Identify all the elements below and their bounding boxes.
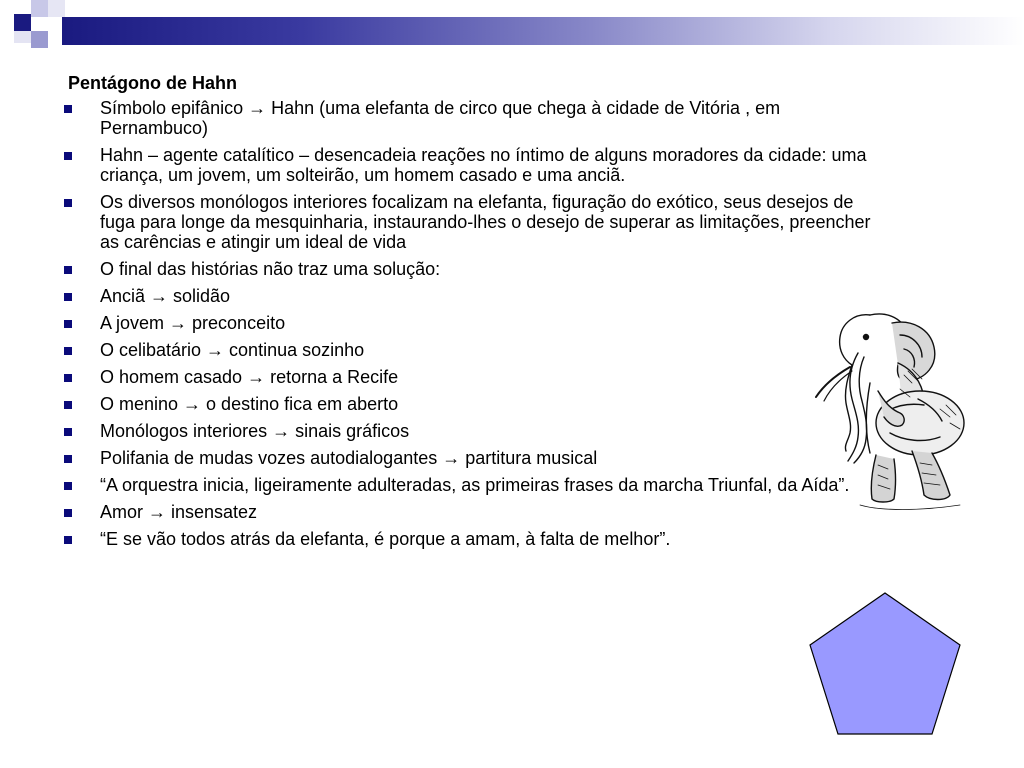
- header-square-decoration: [31, 0, 48, 17]
- bullet-item: [62, 286, 882, 306]
- bullet-text: Amor → insensatez: [100, 502, 258, 522]
- square-bullet-icon: [64, 428, 72, 436]
- square-bullet-icon: [64, 152, 72, 160]
- square-bullet-icon: [64, 509, 72, 517]
- bullet-text: O final das histórias não traz uma solução:: [100, 259, 441, 279]
- bullet-item: [62, 367, 882, 387]
- header-square-decoration: [48, 0, 65, 17]
- bullet-item: [62, 145, 882, 185]
- header-gradient-bar: [62, 17, 1024, 45]
- header-square-decoration: [48, 17, 62, 31]
- square-bullet-icon: [64, 401, 72, 409]
- bullet-item: [62, 475, 882, 495]
- slide-title: Pentágono de Hahn: [68, 73, 238, 93]
- bullet-text: O homem casado → retorna a Recife: [100, 367, 399, 387]
- square-bullet-icon: [64, 105, 72, 113]
- bullet-item: [62, 313, 882, 333]
- bullet-text: “E se vão todos atrás da elefanta, é porque a amam, à falta de melhor”.: [100, 529, 671, 549]
- header-square-decoration: [14, 14, 31, 31]
- bullet-text: “A orquestra inicia, ligeiramente adulteradas, as primeiras frases da marcha Triunfal, da Aída”.: [100, 475, 850, 495]
- bullet-item: [62, 529, 882, 549]
- square-bullet-icon: [64, 199, 72, 207]
- square-bullet-icon: [64, 347, 72, 355]
- bullet-list: [62, 98, 882, 556]
- bullet-text: Os diversos monólogos interiores focalizam na elefanta, figuração do exótico, seus desejos de fuga para longe da mesquinharia, instaurando-lhes o desejo de superar as limitações, preencher as carências e atingir um ideal de vida: [100, 192, 871, 252]
- bullet-text: Hahn – agente catalítico – desencadeia reações no íntimo de alguns moradores da cidade: uma criança, um jovem, um solteirão, um homem casado e uma anciã.: [100, 145, 867, 185]
- bullet-item: [62, 98, 882, 138]
- bullet-text: Polifania de mudas vozes autodialogantes → partitura musical: [100, 448, 598, 468]
- bullet-item: [62, 340, 882, 360]
- bullet-item: [62, 421, 882, 441]
- square-bullet-icon: [64, 374, 72, 382]
- header-square-decoration: [14, 31, 31, 43]
- bullet-item: [62, 259, 882, 279]
- pentagon-shape-icon: [805, 590, 965, 738]
- elephant-illustration-icon: [800, 305, 980, 515]
- bullet-item: [62, 192, 882, 252]
- square-bullet-icon: [64, 536, 72, 544]
- bullet-item: [62, 448, 882, 468]
- square-bullet-icon: [64, 320, 72, 328]
- bullet-text: Monólogos interiores → sinais gráficos: [100, 421, 410, 441]
- square-bullet-icon: [64, 455, 72, 463]
- bullet-text: O menino → o destino fica em aberto: [100, 394, 399, 414]
- bullet-item: [62, 394, 882, 414]
- bullet-text: Anciã → solidão: [100, 286, 231, 306]
- bullet-text: O celibatário → continua sozinho: [100, 340, 365, 360]
- square-bullet-icon: [64, 482, 72, 490]
- square-bullet-icon: [64, 293, 72, 301]
- bullet-item: [62, 502, 882, 522]
- square-bullet-icon: [64, 266, 72, 274]
- header-square-decoration: [31, 31, 48, 48]
- bullet-text: Símbolo epifânico → Hahn (uma elefanta de circo que chega à cidade de Vitória , em Pernambuco): [100, 98, 781, 138]
- bullet-text: A jovem → preconceito: [100, 313, 286, 333]
